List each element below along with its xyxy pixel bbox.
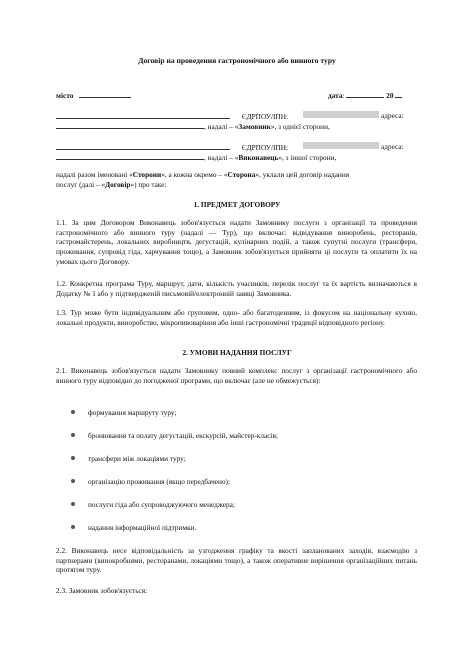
city-blank[interactable] [79,90,131,98]
party2-code-field[interactable] [303,142,379,149]
clause-2-3: 2.3. Замовник зобов'язується: [56,586,148,595]
party1-name-blank[interactable] [56,111,230,119]
document-title: Договір на проведення гастрономічного або винного туру [138,56,336,65]
party2-name-blank[interactable] [56,142,230,150]
bullet-item: бронювання та оплату дегустацій, екскурсій, майстер-класів; [88,431,278,440]
intro-line2: послуг (далі – «Договір») про таке: [56,180,167,189]
party1-code-label: ЄДРПОУ/ІПН: [241,112,288,121]
clause-2-2: 2.2. Виконавець несе відповідальність за узгодження графіку та якості запланованих заходів, взаємодію з партнерами (винокробнями, ресторанами, локаціями тощо), а також оперативне вирішення організаційних питань протягом туру. [56,546,417,575]
party1-line2: , надалі – «Замовник», з однієї сторони, [56,121,330,131]
city-label: місто [56,91,74,100]
year-prefix: 20 [386,91,394,100]
party2-address-blank[interactable] [56,152,204,160]
section2-heading: 2. УМОВИ НАДАННЯ ПОСЛУГ [182,348,292,357]
party2-line2: , надалі – «Виконавець», з іншої сторони, [56,152,336,162]
party2-address-label: адреса: [381,142,404,151]
section1-heading: 1. ПРЕДМЕТ ДОГОВОРУ [193,200,281,209]
intro-line1: надалі разом іменовані «Сторони», а кожна окремо – «Сторона», уклали цей договір надання [56,170,350,179]
party2-code-label: ЄДРПОУ/ІПН: [241,143,288,152]
bullet-dot [71,479,75,483]
party1-address-blank[interactable] [56,121,204,129]
bullet-dot [71,433,75,437]
date-blank[interactable] [346,90,384,98]
bullet-dot [71,502,75,506]
bullet-item: формування маршруту туру; [88,408,177,417]
bullet-dot [71,456,75,460]
party2-line1 [56,142,288,152]
bullet-item: надання інформаційної підтримки. [88,523,197,532]
clause-1-2: 1.2. Конкретна програма Туру, маршрут, дати, кількість учасників, перелік послуг та їх вартість визначаються в Додатку № 1 або у підтвердженій письмовій/електронній заявці Замовника. [56,279,417,298]
clause-2-1: 2.1. Виконавець зобов'язується надати Замовнику повний комплекс послуг з організації гастрономічного або винного туру відповідно до погодженої програми, що включає (але не обмежується): [56,366,417,385]
bullet-item: трансфери між локаціями туру; [88,454,186,463]
party1-address-label: адреса: [381,111,404,120]
clause-1-1: 1.1. За цим Договором Виконавець зобов'язується надати Замовнику послуги з організації та проведення гастрономічного або винного туру (надалі — Тур), що включає: відвідування виноробень, ресторанів, гастромайстерень, локальних виробництв, дегустацій, кулінарних подій, а також супутні послуги (трансфери, проживання, супровід гіда, харчування тощо), а Замовник зобов'язується прийняти ці послуги та оплатити їх на умовах цього Договору. [56,218,417,266]
party1-role: Замовник [238,122,271,131]
date-line: дата: 20 [328,90,402,100]
bullet-item: організацію проживання (якщо передбачено); [88,477,230,486]
party1-line1 [56,111,288,121]
party2-role: Виконавець [238,153,279,162]
year-blank[interactable] [395,90,402,98]
clause-1-3: 1.3. Тур може бути індивідуальним або груповим, одно- або багатоденним, із фокусом на національну кухню, локальні продукти, виноробство, мікропивоваріння або інші гастрономічні традиції відповідного регіону. [56,308,417,327]
bullet-dot [71,410,75,414]
city-line [56,90,131,100]
date-label: дата [328,91,343,100]
bullet-item: послуги гіда або супроводжуючого менеджера; [88,500,235,509]
party1-code-field[interactable] [303,111,379,118]
bullet-dot [71,525,75,529]
